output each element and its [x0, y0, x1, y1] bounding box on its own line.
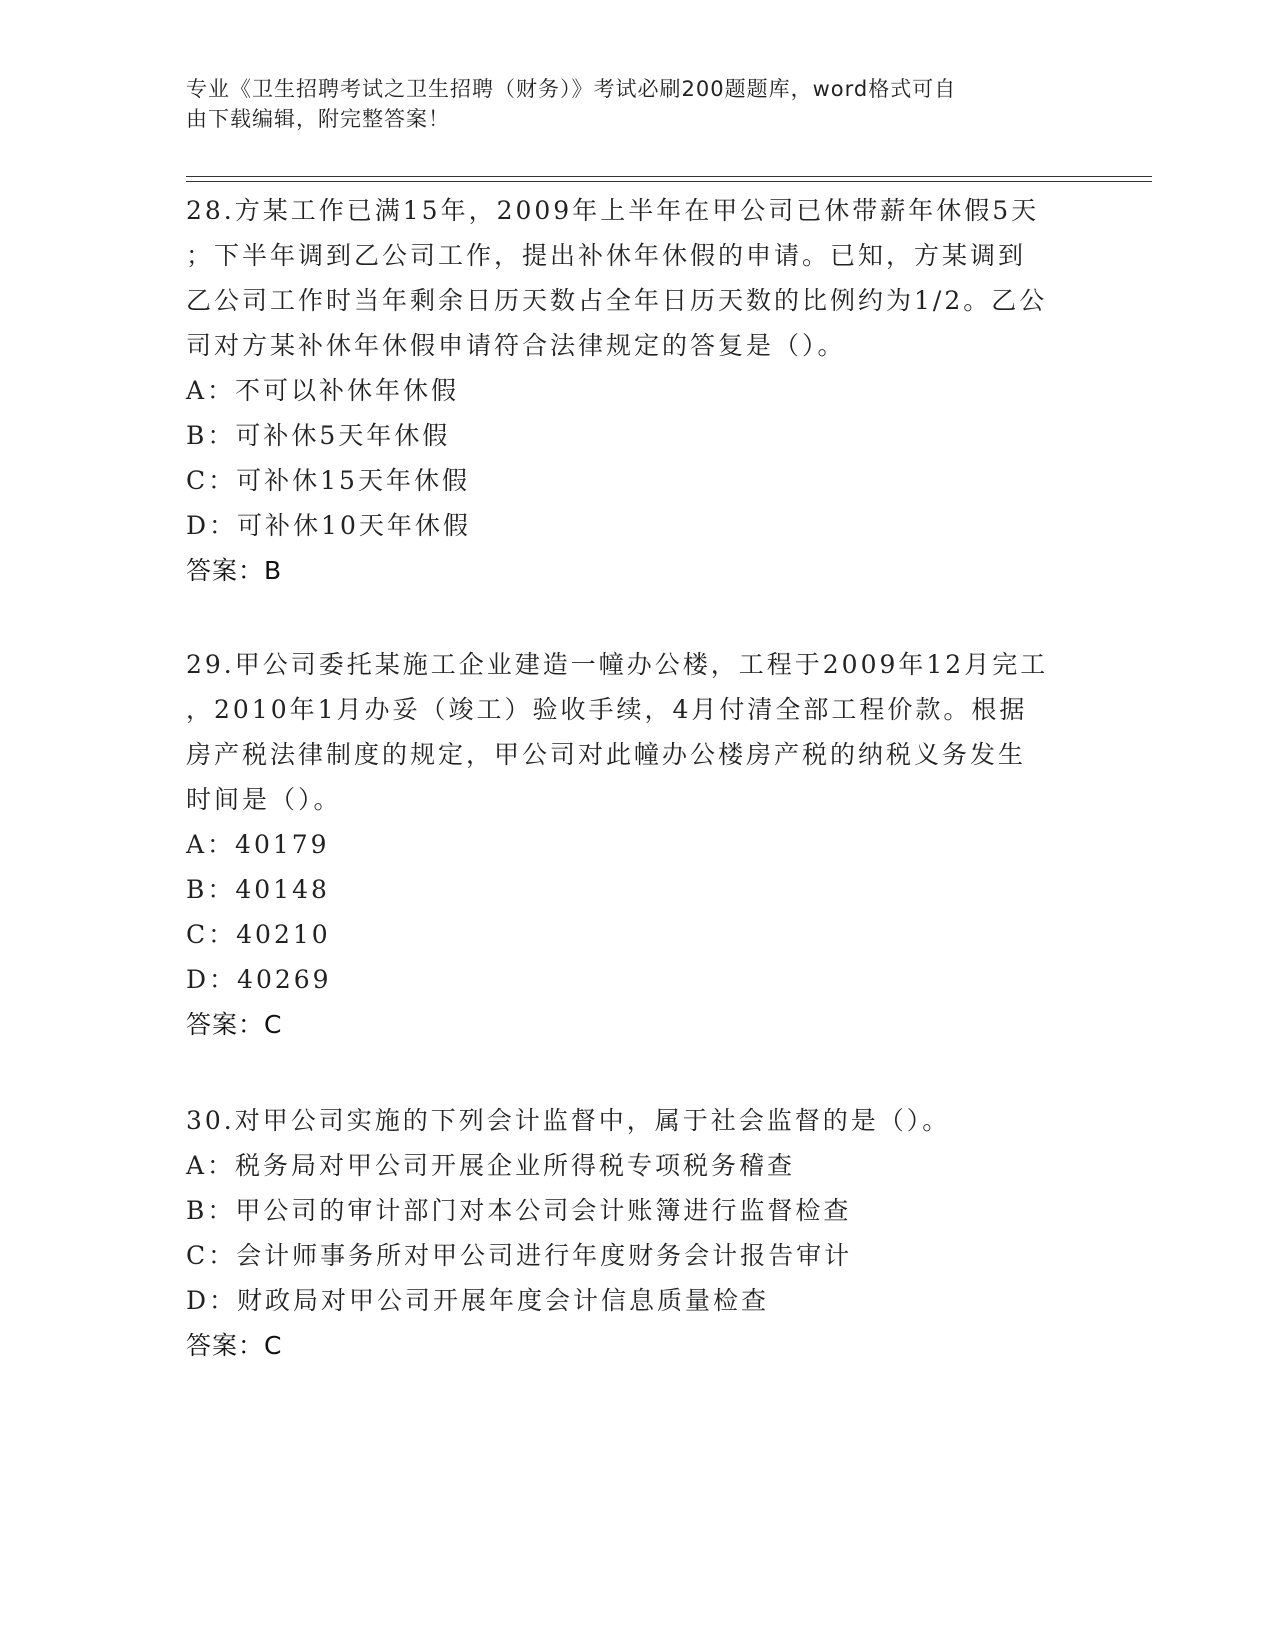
question-30 — [186, 1098, 1086, 1368]
document-header — [186, 74, 1066, 134]
option-c: C：可补休15天年休假 — [186, 466, 470, 495]
header-line-1: 专业《卫生招聘考试之卫生招聘（财务）》考试必刷200题题库，word格式可自 — [186, 77, 957, 101]
option-d: D：可补休10天年休假 — [186, 511, 471, 540]
option-b: B：甲公司的审计部门对本公司会计账簿进行监督检查 — [186, 1196, 852, 1225]
header-line-2: 由下载编辑，附完整答案！ — [186, 107, 450, 131]
question-stem-line: 时间是（）。 — [186, 785, 342, 814]
question-stem-line: ，2010年1月办妥（竣工）验收手续，4月付清全部工程价款。根据 — [186, 695, 1028, 724]
answer: 答案：C — [186, 1331, 283, 1360]
option-b: B：可补休5天年休假 — [186, 421, 451, 450]
header-divider-bottom — [186, 181, 1152, 182]
question-stem-line: 司对方某补休年休假申请符合法律规定的答复是（）。 — [186, 331, 846, 360]
question-29 — [186, 642, 1086, 1047]
header-divider-top — [186, 176, 1152, 177]
question-stem-line: 30.对甲公司实施的下列会计监督中，属于社会监督的是（）。 — [186, 1106, 951, 1135]
option-a: A：税务局对甲公司开展企业所得税专项税务稽查 — [186, 1151, 796, 1180]
question-stem-line: 29.甲公司委托某施工企业建造一幢办公楼，工程于2009年12月完工 — [186, 650, 1049, 679]
answer: 答案：B — [186, 556, 283, 585]
question-stem-line: 房产税法律制度的规定，甲公司对此幢办公楼房产税的纳税义务发生 — [186, 740, 1027, 769]
question-stem-line: ；下半年调到乙公司工作，提出补休年休假的申请。已知，方某调到 — [186, 241, 1027, 270]
answer: 答案：C — [186, 1010, 283, 1039]
option-d: D：40269 — [186, 965, 332, 994]
option-c: C：40210 — [186, 920, 331, 949]
option-d: D：财政局对甲公司开展年度会计信息质量检查 — [186, 1286, 770, 1315]
question-28 — [186, 188, 1086, 593]
option-c: C：会计师事务所对甲公司进行年度财务会计报告审计 — [186, 1241, 853, 1270]
question-stem-line: 乙公司工作时当年剩余日历天数占全年日历天数的比例约为1/2。乙公 — [186, 286, 1048, 315]
question-stem-line: 28.方某工作已满15年，2009年上半年在甲公司已休带薪年休假5天 — [186, 196, 1040, 225]
option-a: A：不可以补休年休假 — [186, 376, 460, 405]
option-b: B：40148 — [186, 875, 330, 904]
option-a: A：40179 — [186, 830, 330, 859]
